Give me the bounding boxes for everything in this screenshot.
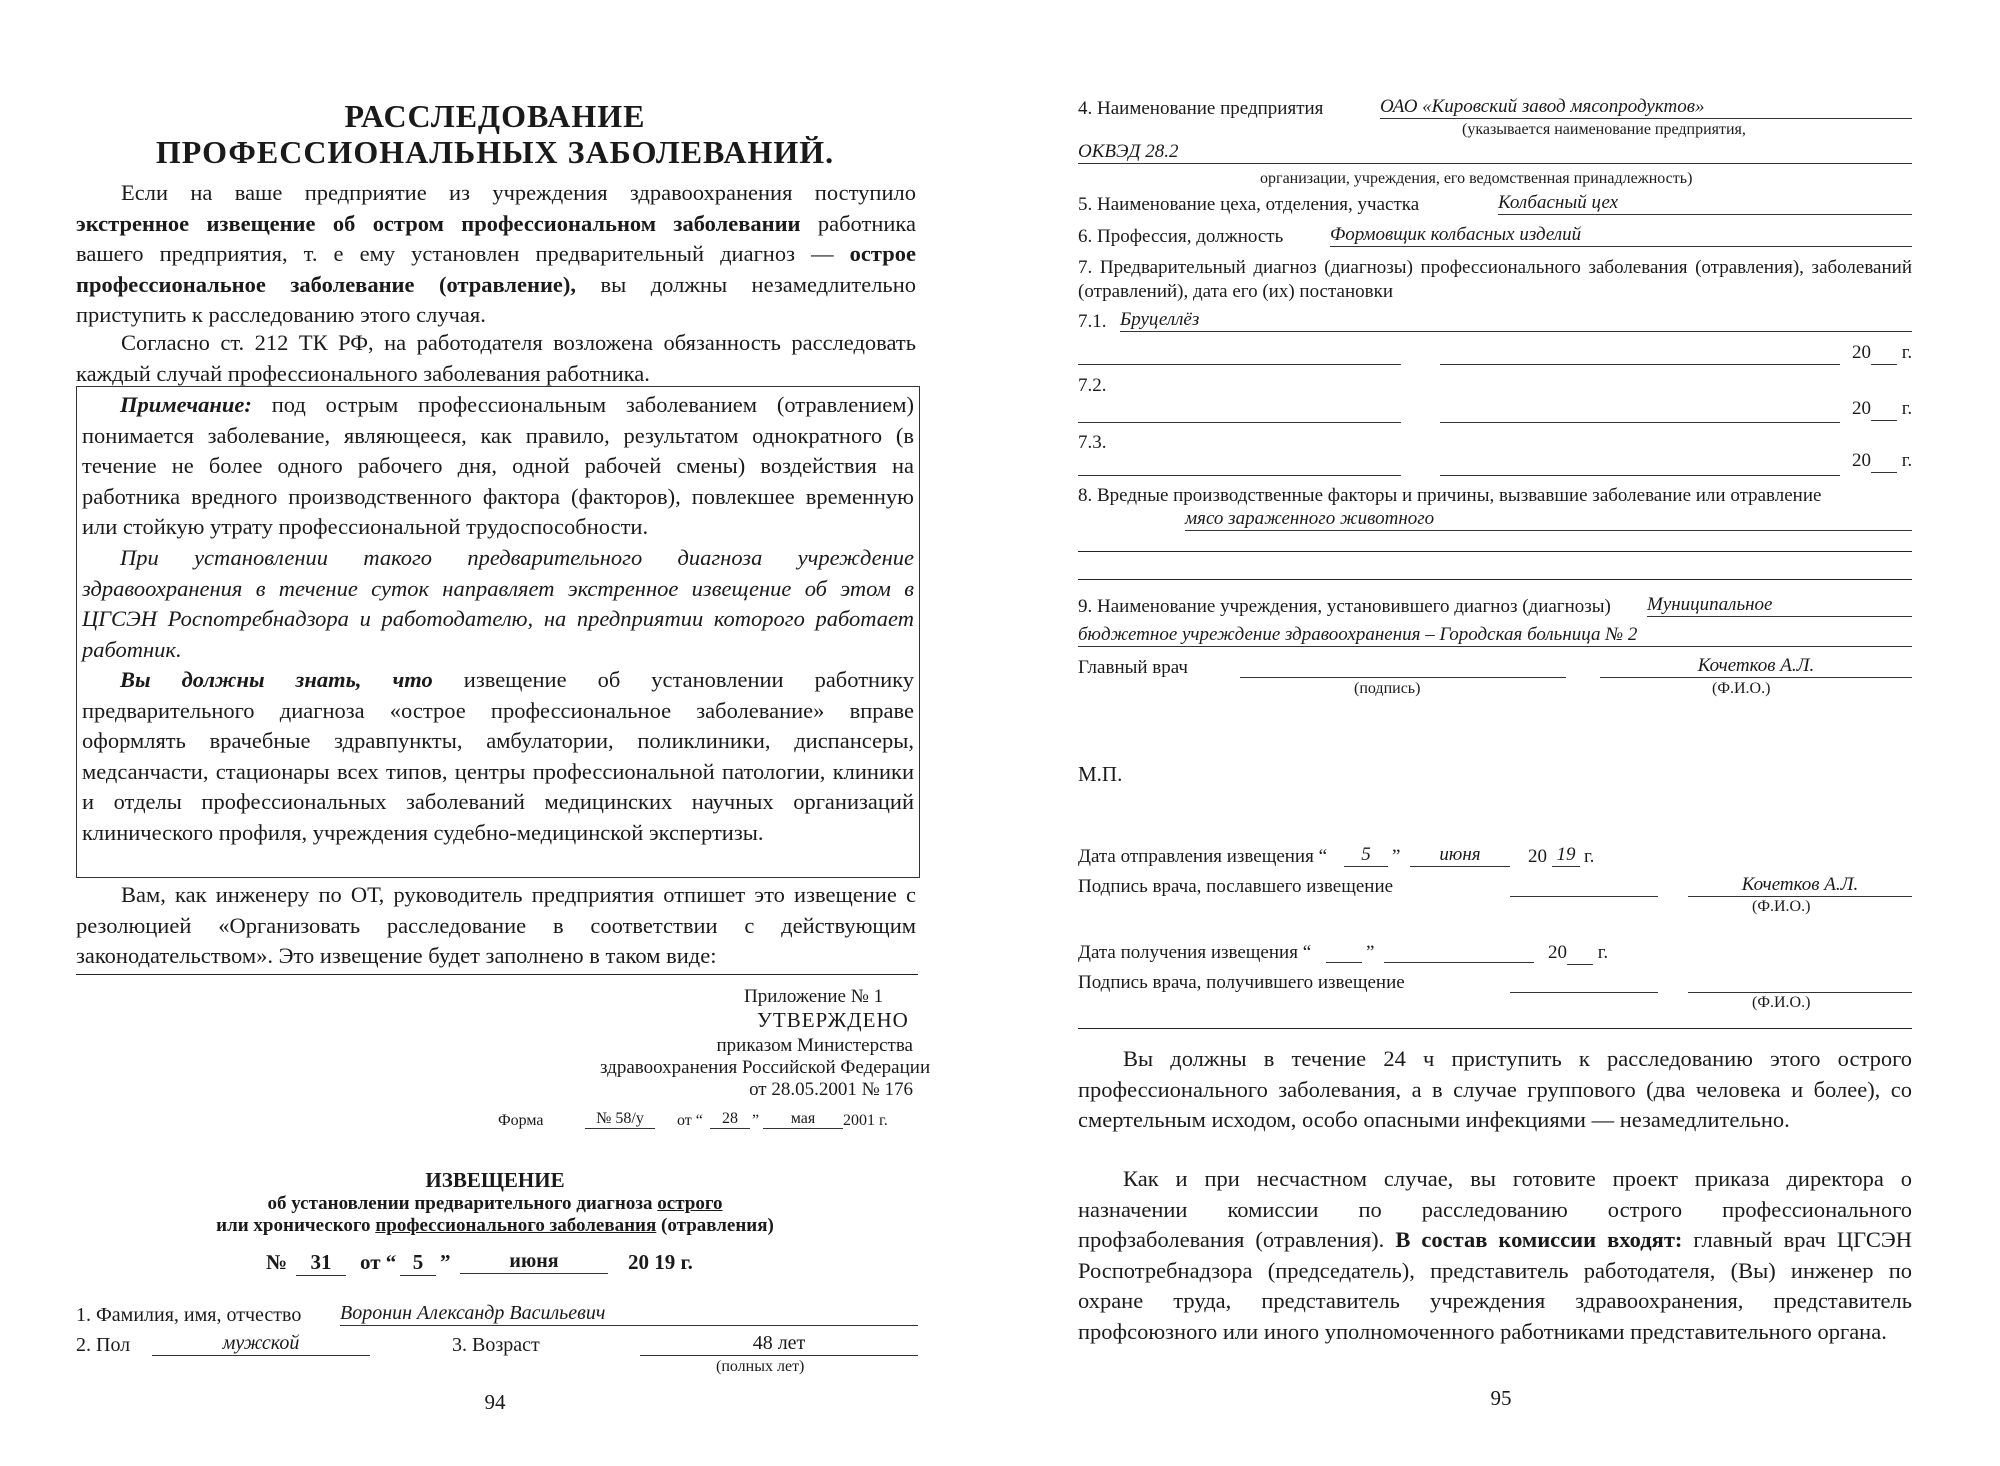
r4-value: ОАО «Кировский завод мясопродуктов» (1380, 96, 1912, 119)
order-line-1: приказом Министерства (716, 1035, 913, 1056)
stamp-place: М.П. (1078, 762, 1123, 786)
r4-hint: (указывается наименование предприятия, (1462, 121, 1746, 138)
paragraph-commission: Как и при несчастном случае, вы готовите проект приказа директора о назначении комиссии по расследованию острого профессионального профзаболевания (отравления). В состав комиссии входят: главный врач ЦГСЭН Роспотребнадзора (председатель), представитель работодателя, (Вы) инженер по охране труда, представитель учреждения здравоохранения, представитель профсоюзного или иного уполномоченного работниками представительного органа. (1078, 1166, 1912, 1344)
field-3-label: 3. Возраст (452, 1334, 540, 1356)
r4-value-2: ОКВЭД 28.2 (1078, 141, 1912, 164)
notice-day-quote: ” (440, 1250, 451, 1274)
send-month: июня (1410, 844, 1510, 867)
notice-ot: от “ (360, 1250, 397, 1274)
notice-year: 20 19 г. (628, 1250, 693, 1274)
recv-month-line (1384, 940, 1534, 963)
send-year: 19 (1552, 844, 1580, 867)
notice-number-label: № (266, 1250, 288, 1274)
field-1-value: Воронин Александр Васильевич (340, 1302, 918, 1326)
send-year-suffix: г. (1584, 846, 1595, 867)
form-end-line (1078, 1028, 1912, 1029)
send-quote: ” (1392, 846, 1401, 867)
send-sign-label: Подпись врача, пославшего извещение (1078, 876, 1394, 897)
r73-year: 20 г. (1852, 450, 1913, 471)
form-year: 2001 г. (843, 1112, 888, 1129)
paragraph-24h: Вы должны в течение 24 ч приступить к расследованию этого острого профессионального заболевания, а в случае группового (два человека и более), со смертельным исходом, особо опасными инфекциями — незамедлительно. (1078, 1046, 1912, 1132)
r6-value: Формовщик колбасных изделий (1330, 224, 1912, 247)
r71-line-a (1078, 344, 1401, 365)
notice-month: июня (460, 1250, 608, 1274)
notice-number: 31 (296, 1250, 346, 1276)
approved: УТВЕРЖДЕНО (757, 1008, 909, 1032)
send-year-prefix: 20 (1528, 846, 1547, 867)
recv-day-line (1326, 940, 1362, 963)
right-page (1000, 0, 2000, 1466)
appendix: Приложение № 1 (744, 986, 884, 1007)
r6-label: 6. Профессия, должность (1078, 226, 1284, 247)
send-date-label: Дата отправления извещения “ (1078, 846, 1328, 867)
paragraph-law: Согласно ст. 212 ТК РФ, на работодателя возложена обязанность расследовать каждый случай профессионального заболевания работника. (76, 330, 916, 386)
recv-sign-label: Подпись врача, получившего извещение (1078, 972, 1405, 993)
send-day: 5 (1344, 844, 1388, 867)
paragraph-resolution: Вам, как инженеру по ОТ, руководитель предприятия отпишет это извещение с резолюцией «Организовать расследование в соответствии с действующим законодательством». Это извещение будет заполнено в таком виде: (76, 882, 916, 968)
note-definition: Примечание: под острым профессиональным заболеванием (отравлением) понимается заболевание, являющееся, как правило, результатом однократного (в течение не более одного рабочего дня, одной рабочей смены) воздействия на работника вредного производственного фактора (факторов), повлекшее временную или стойкую утрату профессиональной трудоспособности. (82, 392, 914, 539)
r71-year: 20 г. (1852, 342, 1913, 363)
note-know: Вы должны знать, что извещение об установлении работнику предварительного диагноза «острое профессиональное заболевание» вправе оформлять врачебные здравпункты, амбулатории, поликлиники, диспансеры, медсанчасти, стационары всех типов, центры профессиональной патологии, клиники и отделы профессиональных заболеваний медицинских научных организаций клинического профиля, учреждения судебно-медицинской экспертизы. (82, 667, 914, 845)
r71-value: Бруцеллёз (1120, 309, 1912, 332)
r4-label: 4. Наименование предприятия (1078, 98, 1324, 119)
r5-label: 5. Наименование цеха, отделения, участка (1078, 194, 1420, 215)
page-number-left: 94 (484, 1390, 506, 1414)
field-1-label: 1. Фамилия, имя, отчество (76, 1304, 302, 1326)
r8-line-2 (1078, 551, 1912, 552)
recv-name-line (1688, 970, 1912, 993)
recv-quote: ” (1366, 942, 1375, 963)
r72-label: 7.2. (1078, 375, 1107, 396)
order-line-3: от 28.05.2001 № 176 (749, 1079, 913, 1100)
r71-label: 7.1. (1078, 311, 1107, 332)
page-number-right: 95 (1490, 1386, 1512, 1410)
chief-name: Кочетков А.Л. (1600, 655, 1912, 678)
notice-subtitle-1: об установлении предварительного диагноза острого (267, 1193, 723, 1214)
field-3-hint: (полных лет) (716, 1358, 805, 1375)
r8-value: мясо зараженного животного (1185, 508, 1912, 531)
form-number: № 58/у (585, 1110, 655, 1129)
r73-label: 7.3. (1078, 432, 1107, 453)
r8-label: 8. Вредные производственные факторы и причины, вызвавшие заболевание или отравление (1078, 485, 1822, 506)
order-line-2: здравоохранения Российской Федерации (600, 1057, 931, 1078)
form-ot: от “ (677, 1112, 703, 1129)
r73-line-b (1440, 455, 1840, 476)
note-italic: При установлении такого предварительного диагноза учреждение здравоохранения в течение суток направляет экстренное извещение об этом в ЦГСЭН Роспотребнадзора и работодателю, на предприятии которого работает работник. (82, 545, 914, 662)
r9-value-2: бюджетное учреждение здравоохранения – Городская больница № 2 (1078, 624, 1912, 647)
field-2-value: мужской (152, 1332, 370, 1356)
recv-signature-line (1510, 970, 1658, 993)
chief-fio-hint: (Ф.И.О.) (1712, 680, 1771, 697)
title-line-2: ПРОФЕССИОНАЛЬНЫХ ЗАБОЛЕВАНИЙ. (155, 134, 835, 170)
chief-label: Главный врач (1078, 657, 1188, 678)
notice-day: 5 (400, 1250, 436, 1276)
paragraph-intro: Если на ваше предприятие из учреждения здравоохранения поступило экстренное извещение об остром профессиональном заболевании работника вашего предприятия, т. е ему установлен предварительный диагноз — острое профессиональное заболевание (отравление), вы должны незамедлительно приступить к расследованию этого случая. (76, 180, 916, 327)
r9-label: 9. Наименование учреждения, установившего диагноз (диагнозы) (1078, 596, 1611, 617)
send-signature-line (1510, 874, 1658, 897)
form-month: мая (763, 1110, 843, 1129)
chief-sign-hint: (подпись) (1354, 680, 1421, 697)
divider (76, 974, 918, 975)
r71-line-b (1440, 344, 1840, 365)
send-name: Кочетков А.Л. (1688, 874, 1912, 897)
r72-line-a (1078, 402, 1401, 423)
r72-year: 20 г. (1852, 398, 1913, 419)
chief-signature-line (1240, 655, 1566, 678)
recv-year: 20 г. (1548, 942, 1609, 963)
field-3-value: 48 лет (640, 1332, 918, 1356)
r7-label: 7. Предварительный диагноз (диагнозы) профессионального заболевания (отравления), заболеваний (отравлений), дата его (их) постановки (1078, 257, 1912, 302)
r9-value-1: Муниципальное (1647, 594, 1912, 617)
form-label: Форма (498, 1112, 544, 1129)
r73-line-a (1078, 455, 1401, 476)
send-fio-hint: (Ф.И.О.) (1752, 898, 1811, 915)
title-line-1: РАССЛЕДОВАНИЕ (344, 98, 646, 134)
r72-line-b (1440, 402, 1840, 423)
form-day: 28 (710, 1110, 750, 1129)
r8-line-3 (1078, 579, 1912, 580)
field-2-label: 2. Пол (76, 1334, 131, 1356)
notice-subtitle-2: или хронического профессионального заболевания (отравления) (216, 1215, 774, 1236)
form-quote: ” (752, 1112, 760, 1129)
recv-date-label: Дата получения извещения “ (1078, 942, 1312, 963)
r4-hint-2: организации, учреждения, его ведомственная принадлежность) (1260, 170, 1693, 187)
notice-title: ИЗВЕЩЕНИЕ (425, 1168, 565, 1192)
r5-value: Колбасный цех (1498, 192, 1912, 215)
recv-fio-hint: (Ф.И.О.) (1752, 994, 1811, 1011)
